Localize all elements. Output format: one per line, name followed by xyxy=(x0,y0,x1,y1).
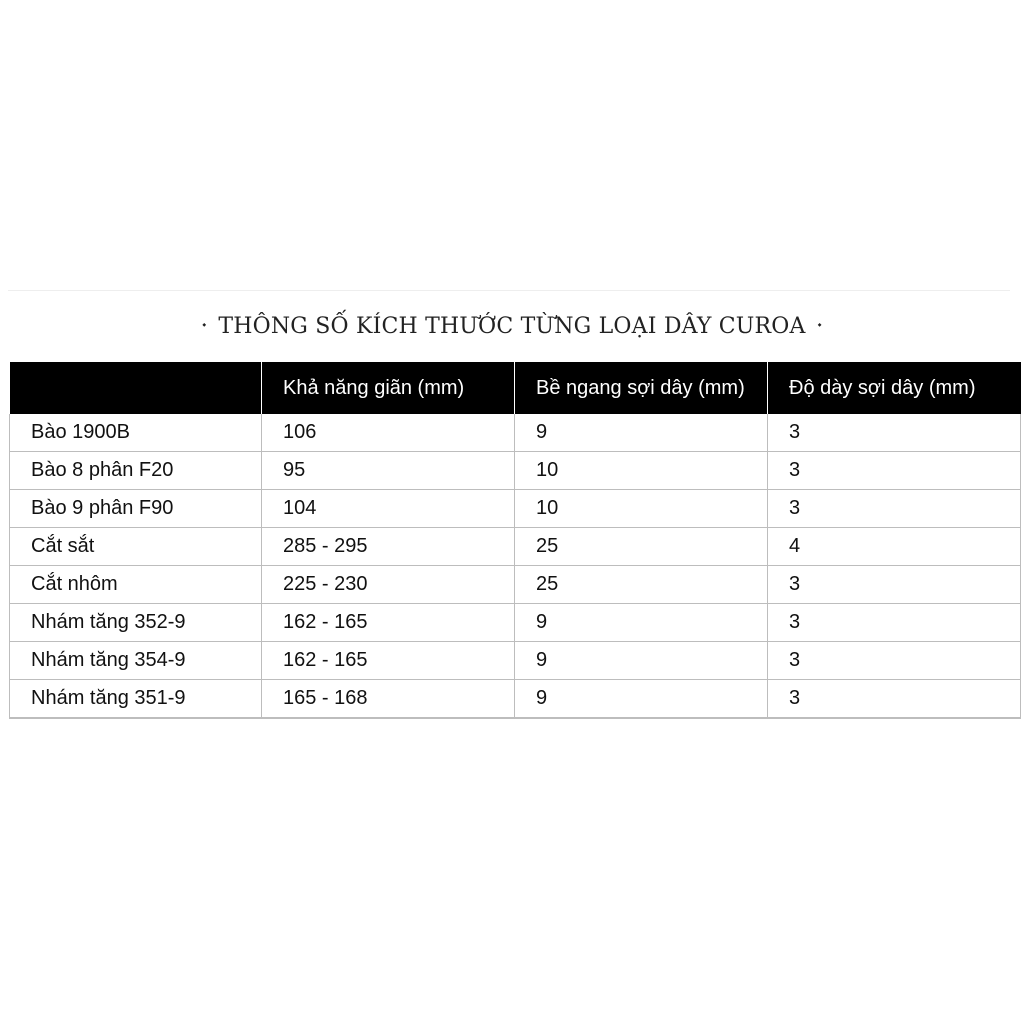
cell-width: 25 xyxy=(515,528,768,566)
cell-stretch: 165 - 168 xyxy=(262,680,515,719)
cell-stretch: 106 xyxy=(262,414,515,452)
cell-stretch: 285 - 295 xyxy=(262,528,515,566)
cell-thickness: 3 xyxy=(768,680,1021,719)
page-title-text: THÔNG SỐ KÍCH THƯỚC TỪNG LOẠI DÂY CUROA xyxy=(218,313,806,339)
cell-product: Nhám tăng 352-9 xyxy=(10,604,262,642)
table-row xyxy=(10,452,1021,490)
table-row xyxy=(10,642,1021,680)
table-row xyxy=(10,566,1021,604)
diamond-left-icon: ⬩ xyxy=(202,318,207,331)
cell-stretch: 95 xyxy=(262,452,515,490)
cell-thickness: 4 xyxy=(768,528,1021,566)
cell-product: Cắt nhôm xyxy=(10,566,262,604)
page-title xyxy=(0,306,1024,346)
cell-stretch: 225 - 230 xyxy=(262,566,515,604)
cell-width: 10 xyxy=(515,490,768,528)
cell-thickness: 3 xyxy=(768,490,1021,528)
cell-thickness: 3 xyxy=(768,566,1021,604)
table-row xyxy=(10,414,1021,452)
cell-product: Cắt sắt xyxy=(10,528,262,566)
header-cell-width: Bề ngang sợi dây (mm) xyxy=(515,362,768,414)
cell-product: Bào 8 phân F20 xyxy=(10,452,262,490)
table-row xyxy=(10,604,1021,642)
cell-width: 25 xyxy=(515,566,768,604)
header-cell-thickness: Độ dày sợi dây (mm) xyxy=(768,362,1021,414)
cell-thickness: 3 xyxy=(768,642,1021,680)
cell-width: 9 xyxy=(515,680,768,719)
cell-stretch: 162 - 165 xyxy=(262,604,515,642)
cell-stretch: 104 xyxy=(262,490,515,528)
cell-thickness: 3 xyxy=(768,414,1021,452)
diamond-right-icon: ⬩ xyxy=(817,318,822,331)
cell-product: Bào 9 phân F90 xyxy=(10,490,262,528)
table-row xyxy=(10,680,1021,719)
cell-stretch: 162 - 165 xyxy=(262,642,515,680)
cell-thickness: 3 xyxy=(768,604,1021,642)
top-divider xyxy=(8,290,1010,291)
cell-width: 9 xyxy=(515,414,768,452)
table-row xyxy=(10,490,1021,528)
cell-product: Nhám tăng 351-9 xyxy=(10,680,262,719)
cell-product: Bào 1900B xyxy=(10,414,262,452)
header-cell-stretch: Khả năng giãn (mm) xyxy=(262,362,515,414)
cell-width: 9 xyxy=(515,604,768,642)
table-row xyxy=(10,528,1021,566)
cell-thickness: 3 xyxy=(768,452,1021,490)
cell-product: Nhám tăng 354-9 xyxy=(10,642,262,680)
table-header-row xyxy=(10,362,1021,414)
spec-table xyxy=(9,362,1021,719)
cell-width: 9 xyxy=(515,642,768,680)
header-cell-product xyxy=(10,362,262,414)
cell-width: 10 xyxy=(515,452,768,490)
